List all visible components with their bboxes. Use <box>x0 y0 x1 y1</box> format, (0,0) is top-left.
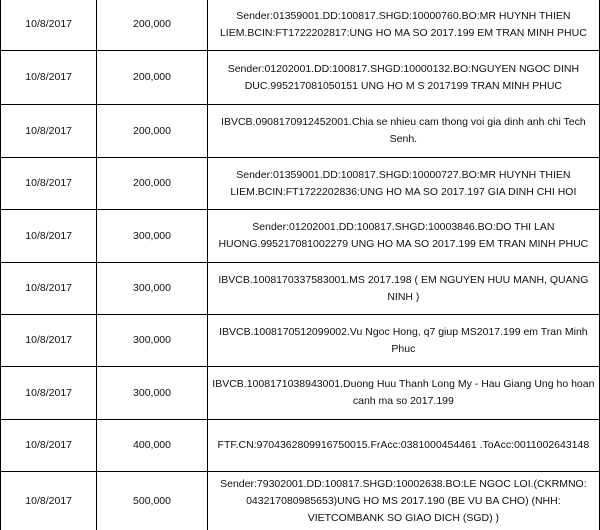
date-cell: 10/8/2017 <box>1 367 97 420</box>
description-cell: Sender:01359001.DD:100817.SHGD:10000760.BO:MR HUYNH THIEN LIEM.BCIN:FT1722202817:UNG HO MA SO 2017.199 EM TRAN MINH PHUC <box>207 0 599 51</box>
amount-cell: 200,000 <box>97 0 207 51</box>
amount-cell: 200,000 <box>97 158 207 210</box>
description-cell: Sender:01359001.DD:100817.SHGD:10000727.BO:MR HUYNH THIEN LIEM.BCIN:FT1722202836:UNG HO MA SO 2017.197 GIA DINH CHI HOI <box>207 158 599 210</box>
amount-cell: 300,000 <box>97 210 207 263</box>
description-cell: IBVCB.1008170337583001.MS 2017.198 ( EM NGUYEN HUU MANH, QUANG NINH ) <box>207 263 599 315</box>
description-cell: IBVCB.1008171038943001.Duong Huu Thanh Long My - Hau Giang Ung ho hoan canh ma so 2017.199 <box>207 367 599 420</box>
date-cell: 10/8/2017 <box>1 0 97 51</box>
table-row <box>1 51 600 105</box>
date-cell: 10/8/2017 <box>1 51 97 105</box>
description-cell: FTF.CN:9704362809916750015.FrAcc:0381000454461 .ToAcc:0011002643148 <box>207 420 599 472</box>
table-row <box>1 158 600 210</box>
amount-cell: 300,000 <box>97 263 207 315</box>
amount-cell: 400,000 <box>97 420 207 472</box>
amount-cell: 300,000 <box>97 315 207 367</box>
table-row <box>1 315 600 367</box>
table-row <box>1 472 600 530</box>
date-cell: 10/8/2017 <box>1 210 97 263</box>
table-row <box>1 263 600 315</box>
description-cell: Sender:01202001.DD:100817.SHGD:10003846.BO:DO THI LAN HUONG.995217081002279 UNG HO MA SO 2017.199 EM TRAN MINH PHUC <box>207 210 599 263</box>
table-row <box>1 210 600 263</box>
description-cell: IBVCB.1008170512099002.Vu Ngoc Hong, q7 giup MS2017.199 em Tran Minh Phuc <box>207 315 599 367</box>
amount-cell: 200,000 <box>97 105 207 158</box>
date-cell: 10/8/2017 <box>1 472 97 530</box>
date-cell: 10/8/2017 <box>1 158 97 210</box>
amount-cell: 300,000 <box>97 367 207 420</box>
date-cell: 10/8/2017 <box>1 105 97 158</box>
table-row <box>1 105 600 158</box>
table-row <box>1 367 600 420</box>
date-cell: 10/8/2017 <box>1 263 97 315</box>
table-row <box>1 420 600 472</box>
amount-cell: 500,000 <box>97 472 207 530</box>
table-row <box>1 0 600 51</box>
date-cell: 10/8/2017 <box>1 315 97 367</box>
date-cell: 10/8/2017 <box>1 420 97 472</box>
amount-cell: 200,000 <box>97 51 207 105</box>
description-cell: Sender:01202001.DD:100817.SHGD:10000132.BO:NGUYEN NGOC DINH DUC.995217081050151 UNG HO M S 2017199 TRAN MINH PHUC <box>207 51 599 105</box>
description-cell: Sender:79302001.DD:100817.SHGD:10002638.BO:LE NGOC LOI.(CKRMNO: 043217080985653)UNG HO MS 2017.190 (BE VU BA CHO) (NHH: VIETCOMBANK SO GIAO DICH (SGD) ) <box>207 472 599 530</box>
description-cell: IBVCB.0908170912452001.Chia se nhieu cam thong voi gia dinh anh chi Tech Senh. <box>207 105 599 158</box>
